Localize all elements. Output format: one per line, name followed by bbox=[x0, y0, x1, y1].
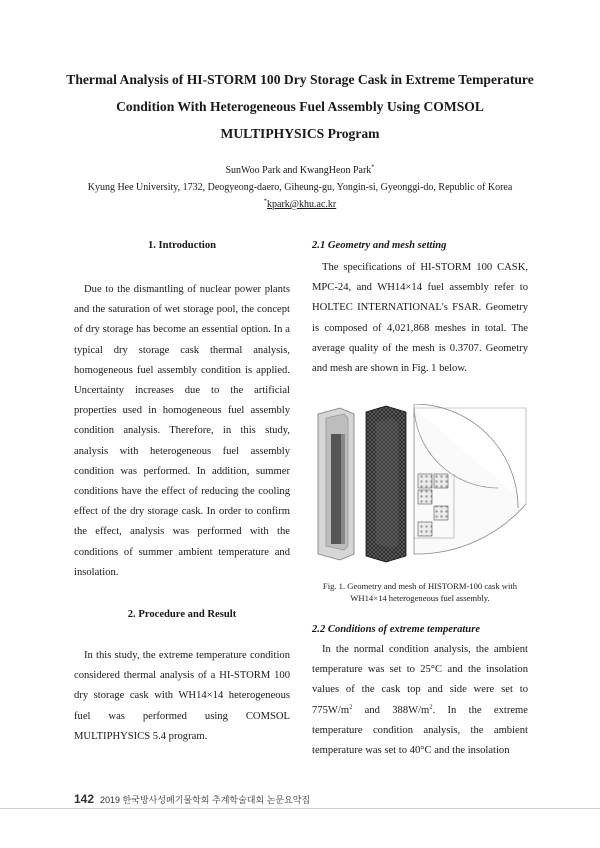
cask-geometry-mesh-image bbox=[314, 404, 528, 564]
corresponding-email[interactable] bbox=[40, 199, 560, 210]
authors bbox=[40, 165, 560, 176]
procedure-heading: 2. Procedure and Result bbox=[127, 609, 237, 620]
figure-caption-line-1: Fig. 1. Geometry and mesh of HISTORM-100 cask with bbox=[322, 581, 518, 591]
title-line-1: Thermal Analysis of HI-STORM 100 Dry Storage Cask in Extreme Temperature bbox=[66, 72, 534, 87]
procedure-body bbox=[74, 646, 290, 747]
figure-1 bbox=[314, 404, 528, 564]
geometry-body bbox=[312, 258, 528, 379]
title-line-2: Condition With Heterogeneous Fuel Assembly Using COMSOL bbox=[116, 99, 484, 114]
title-line-3: MULTIPHYSICS Program bbox=[220, 126, 380, 141]
proceedings-name: 2019 한국방사성폐기물학회 추계학술대회 논문요약집 bbox=[100, 795, 311, 805]
extreme-text-a: In the normal condition analysis, the ambient temperature was set to 25°C and the insolation values of the cask top and side were set to 775W/m bbox=[312, 644, 528, 716]
extreme-body bbox=[312, 640, 528, 761]
paper-title bbox=[40, 66, 560, 147]
intro-heading: 1. Introduction bbox=[147, 240, 217, 251]
extreme-paragraph bbox=[312, 640, 528, 761]
page-number: 142 bbox=[74, 792, 95, 806]
email-mark: * bbox=[263, 197, 268, 205]
figure-caption-line-2: WH14×14 heterogeneous fuel assembly. bbox=[350, 593, 490, 603]
intro-body bbox=[74, 280, 290, 583]
extreme-heading: 2.2 Conditions of extreme temperature bbox=[312, 624, 481, 635]
author-mark: * bbox=[371, 163, 375, 171]
page-footer bbox=[74, 792, 310, 806]
affiliation: Kyung Hee University, 1732, Deogyeong-daero, Giheung-gu, Yongin-si, Gyeonggi-do, Republic of Korea bbox=[87, 182, 513, 193]
unit-sup-2: 2 bbox=[429, 703, 433, 711]
extreme-text-c: . In the extreme temperature condition analysis, the ambient temperature was set to 40°C and the insolation bbox=[312, 704, 528, 757]
cask-geometry-cylinder bbox=[318, 408, 354, 560]
figure-caption bbox=[300, 580, 540, 604]
unit-sup-1: 2 bbox=[349, 703, 353, 711]
author-names: SunWoo Park and KwangHeon Park bbox=[225, 165, 372, 176]
procedure-paragraph: In this study, the extreme temperature condition considered thermal analysis of a HI-STORM 100 dry storage cask with WH14×14 heterogeneous fuel was performed using COMSOL MULTIPHYSICS 5.4 program. bbox=[74, 650, 290, 742]
footer-divider bbox=[0, 808, 600, 809]
cask-mesh-cylinder bbox=[366, 406, 406, 562]
cask-cross-section bbox=[414, 404, 526, 554]
extreme-text-b: and 388W/m bbox=[352, 704, 430, 716]
email-address[interactable]: kpark@khu.ac.kr bbox=[267, 199, 337, 210]
geometry-paragraph: The specifications of HI-STORM 100 CASK, MPC-24, and WH14×14 fuel assembly refer to HOLTEC INTERNATIONAL's FSAR. Geometry is composed of 4,021,868 meshes in total. The average quality of the mesh is 0.3707. Geometry and mesh are shown in Fig. 1 below. bbox=[312, 262, 528, 375]
intro-paragraph: Due to the dismantling of nuclear power plants and the saturation of wet storage pool, the concept of dry storage has become an essential option. In a typical dry storage cask thermal analysis, homogeneous fuel assembly condition is applied. Uncertainty increases due to the artificial properties used in homogeneous fuel assembly condition analysis. Therefore, in this study, analysis with heterogeneous fuel assembly condition was performed. In addition, summer conditions have the effect of reducing the cooling effect of the dry storage cask. In order to confirm the effect, analysis was performed with the conditions of summer ambient temperature and insolation. bbox=[74, 284, 290, 578]
geometry-heading: 2.1 Geometry and mesh setting bbox=[312, 240, 447, 251]
